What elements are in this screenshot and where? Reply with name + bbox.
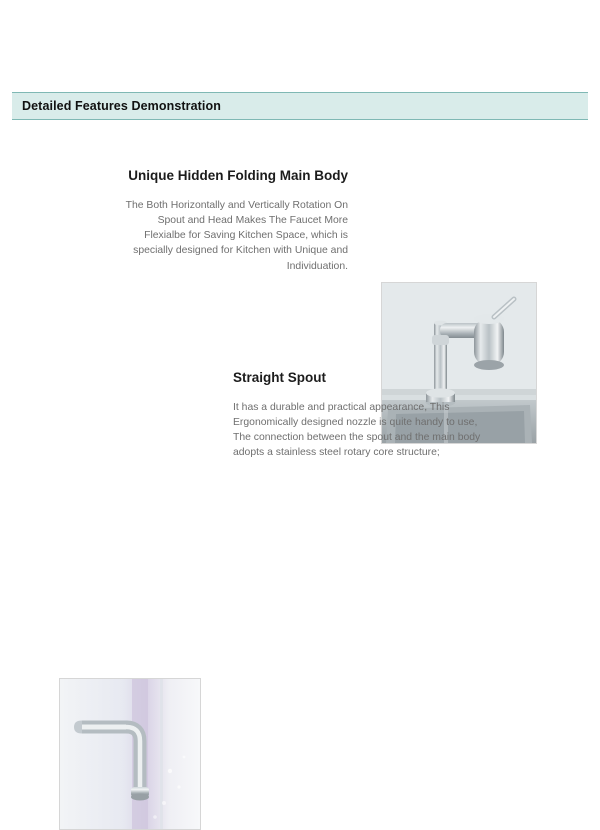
feature-2-heading: Straight Spout	[233, 370, 326, 385]
page-title: Detailed Features Demonstration	[22, 99, 221, 113]
feature-1-heading: Unique Hidden Folding Main Body	[128, 168, 348, 183]
feature-1-text	[120, 168, 348, 274]
feature-2-text	[233, 370, 483, 461]
faucet-straight-spout-photo	[59, 678, 201, 830]
faucet-straight-spout-image	[60, 679, 200, 829]
feature-block-1	[0, 140, 600, 310]
feature-2-body: It has a durable and practical appearance, This Ergonomically designed nozzle is quite handy to use, The connection between the spout and the main body adopts a stainless steel rotary core structure;	[233, 402, 481, 459]
feature-block-2	[0, 338, 600, 498]
feature-1-body: The Both Horizontally and Vertically Rotation On Spout and Head Makes The Faucet More Flexialbe for Saving Kitchen Space, which is specially designed for Kitchen with Unique and Individuation.	[125, 200, 348, 272]
section-header-bar	[12, 92, 588, 120]
